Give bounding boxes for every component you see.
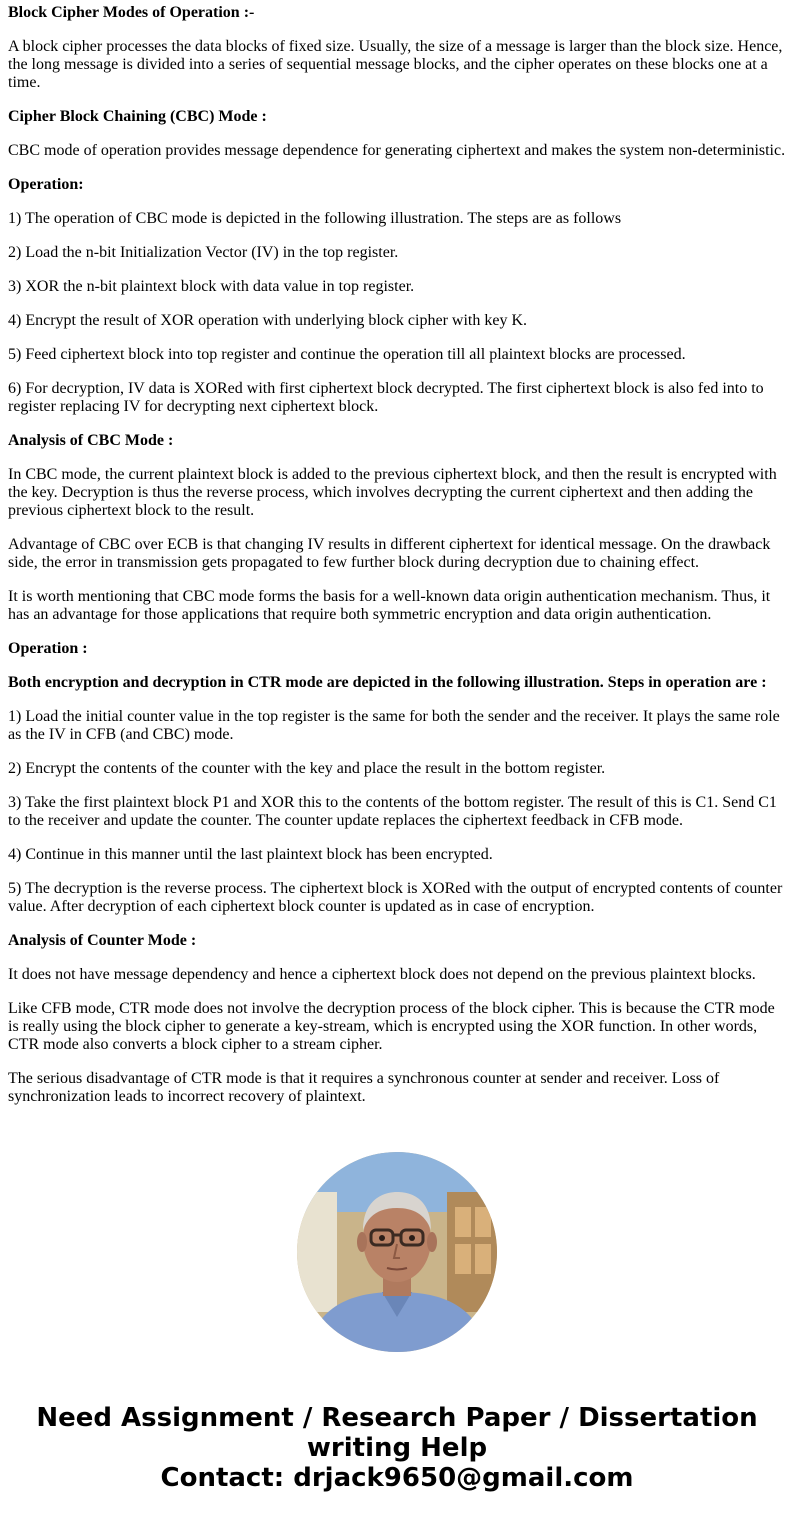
footer-contact-text: Contact: drjack9650@gmail.com xyxy=(160,1463,634,1493)
paragraph: 5) The decryption is the reverse process. The ciphertext block is XORed with the output of encrypted contents of counter value. After decryption of each ciphertext block counter is updated as in case of encryption. xyxy=(8,880,783,915)
paragraph: 6) For decryption, IV data is XORed with first ciphertext block decrypted. The first ciphertext block is also fed into to register replacing IV for decrypting next ciphertext block. xyxy=(8,380,764,415)
author-avatar xyxy=(297,1152,497,1352)
paragraph: Like CFB mode, CTR mode does not involve the decryption process of the block cipher. This is because the CTR mode is really using the block cipher to generate a key-stream, which is encrypted using the XOR function. In other words, CTR mode also converts a block cipher to a stream cipher. xyxy=(8,1000,775,1053)
paragraph: 2) Encrypt the contents of the counter with the key and place the result in the bottom register. xyxy=(8,760,606,777)
section-heading: Analysis of CBC Mode : xyxy=(8,432,174,449)
paragraph: In CBC mode, the current plaintext block is added to the previous ciphertext block, and then the result is encrypted with the key. Decryption is thus the reverse process, which involves decrypting the current ciphertext and then adding the previous ciphertext block to the result. xyxy=(8,466,777,519)
paragraph: It does not have message dependency and hence a ciphertext block does not depend on the previous plaintext blocks. xyxy=(8,966,756,983)
section-heading: Operation: xyxy=(8,176,84,193)
section-heading: Block Cipher Modes of Operation :- xyxy=(8,4,255,21)
paragraph: 2) Load the n-bit Initialization Vector (IV) in the top register. xyxy=(8,244,399,261)
paragraph: 1) Load the initial counter value in the top register is the same for both the sender and the receiver. It plays the same role as the IV in CFB (and CBC) mode. xyxy=(8,708,780,743)
paragraph: It is worth mentioning that CBC mode forms the basis for a well-known data origin authentication mechanism. Thus, it has an advantage for those applications that require both symmetric encryption and data origin authentication. xyxy=(8,588,771,623)
paragraph: 4) Encrypt the result of XOR operation with underlying block cipher with key K. xyxy=(8,312,527,329)
section-heading: Analysis of Counter Mode : xyxy=(8,932,197,949)
footer-promo xyxy=(0,1403,794,1493)
paragraph: A block cipher processes the data blocks of fixed size. Usually, the size of a message is larger than the block size. Hence, the long message is divided into a series of sequential message blocks, and the cipher operates on these blocks one at a time. xyxy=(8,38,783,91)
paragraph: Advantage of CBC over ECB is that changing IV results in different ciphertext for identical message. On the drawback side, the error in transmission gets propagated to few further block during decryption due to chaining effect. xyxy=(8,536,771,571)
paragraph: The serious disadvantage of CTR mode is that it requires a synchronous counter at sender and receiver. Loss of synchronization leads to incorrect recovery of plaintext. xyxy=(8,1070,720,1105)
author-portrait-image xyxy=(297,1152,497,1352)
paragraph: 1) The operation of CBC mode is depicted in the following illustration. The steps are as follows xyxy=(8,210,622,227)
paragraph: 4) Continue in this manner until the last plaintext block has been encrypted. xyxy=(8,846,493,863)
section-heading: Cipher Block Chaining (CBC) Mode : xyxy=(8,108,267,125)
section-heading: Both encryption and decryption in CTR mode are depicted in the following illustration. Steps in operation are : xyxy=(8,674,767,691)
article-body xyxy=(8,4,786,1122)
section-heading: Operation : xyxy=(8,640,88,657)
paragraph: CBC mode of operation provides message dependence for generating ciphertext and makes the system non-deterministic. xyxy=(8,142,786,159)
footer-help-text: Need Assignment / Research Paper / Dissertation writing Help xyxy=(36,1403,758,1463)
paragraph: 5) Feed ciphertext block into top register and continue the operation till all plaintext blocks are processed. xyxy=(8,346,686,363)
paragraph: 3) Take the first plaintext block P1 and XOR this to the contents of the bottom register. The result of this is C1. Send C1 to the receiver and update the counter. The counter update replaces the ciphertext feedback in CFB mode. xyxy=(8,794,777,829)
paragraph: 3) XOR the n-bit plaintext block with data value in top register. xyxy=(8,278,415,295)
